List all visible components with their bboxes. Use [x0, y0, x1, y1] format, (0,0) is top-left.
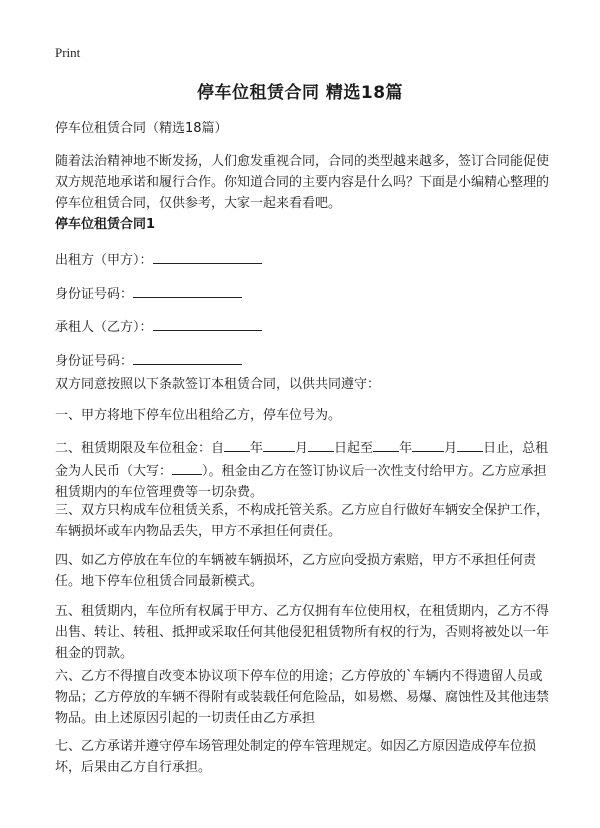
rent-amount-blank	[172, 459, 202, 475]
lessee-id-blank	[133, 349, 242, 365]
end-day-blank	[457, 436, 483, 452]
clause-1: 一、甲方将地下停车位出租给乙方，停车位号为。	[55, 408, 342, 423]
lessee-blank	[153, 315, 262, 331]
start-month-unit: 月	[295, 441, 309, 456]
clause-7: 七、乙方承诺并遵守停车场管理处制定的停车管理规定。如因乙方原因造成停车位损坏，后果由乙方自行承担。	[55, 739, 537, 775]
intro-paragraph: 随着法治精神地不断发扬，人们愈发重视合同，合同的类型越来越多，签订合同能促使双方规范地承诺和履行合作。你知道合同的主要内容是什么吗？下面是小编精心整理的停车位租赁合同，仅供参考，大家一起来看看吧。	[55, 154, 550, 211]
document-subtitle: 停车位租赁合同（精选18篇）	[55, 121, 228, 136]
clause-3: 三、双方只构成车位租赁关系，不构成托管关系。乙方应自行做好车辆安全保护工作，车辆损坏或车内物品丢失，甲方不承担任何责任。	[55, 503, 550, 539]
lessee-id-field	[55, 349, 555, 370]
end-year-blank	[373, 436, 399, 452]
lessor-blank	[153, 248, 262, 264]
lessor-id-field	[55, 282, 555, 303]
end-day-unit: 日止	[483, 441, 510, 456]
lessor-id-blank	[133, 282, 242, 298]
lessee-id-label: 身份证号码：	[55, 354, 134, 369]
start-day-unit: 日起至	[334, 441, 374, 456]
clause-4: 四、如乙方停放在车位的车辆被车辆损坏，乙方应向受损方索赔，甲方不承担任何责任。地下停车位租赁合同最新模式。	[55, 553, 537, 589]
end-month-blank	[412, 436, 444, 452]
clause-5: 五、租赁期内，车位所有权属于甲方、乙方仅拥有车位使用权，在租赁期内，乙方不得出售、转让、转租、抵押或采取任何其他侵犯租赁物所有权的行为，否则将被处以一年租金的罚款。	[55, 604, 550, 661]
end-month-unit: 月	[444, 441, 458, 456]
preamble-paragraph: 双方同意按照以下条款签订本租赁合同，以供共同遵守：	[55, 377, 381, 392]
document-title: 停车位租赁合同 精选18篇	[196, 83, 404, 103]
section-heading: 停车位租赁合同1	[55, 217, 156, 232]
print-link[interactable]: Print	[55, 45, 81, 60]
start-day-blank	[308, 436, 334, 452]
lessee-field	[55, 315, 555, 336]
lessor-label: 出租方（甲方）：	[55, 253, 153, 268]
clause-2-prefix: 二、租赁期限及车位租金：自	[55, 441, 225, 456]
total-rent-text: ，总租金为人民币（大写：	[55, 441, 549, 479]
lessee-label: 承租人（乙方）：	[55, 320, 153, 335]
clause-2-rest: ）。租金由乙方在签订协议后一次性支付给甲方。乙方应承担租赁期内的车位管理费等一切杂费。	[55, 464, 547, 500]
lessor-id-label: 身份证号码：	[55, 287, 134, 302]
clause-2	[55, 436, 555, 503]
start-month-blank	[263, 436, 295, 452]
start-year-blank	[224, 436, 250, 452]
lessor-field	[55, 248, 555, 269]
start-year-unit: 年	[250, 441, 264, 456]
end-year-unit: 年	[399, 441, 413, 456]
clause-6: 六、乙方不得擅自改变本协议项下停车位的用途；乙方停放的`车辆内不得遗留人员或物品；乙方停放的车辆不得附有或装载任何危险品，如易燃、易爆、腐蚀性及其他违禁物品。由上述原因引起的一切责任由乙方承担	[55, 669, 550, 726]
